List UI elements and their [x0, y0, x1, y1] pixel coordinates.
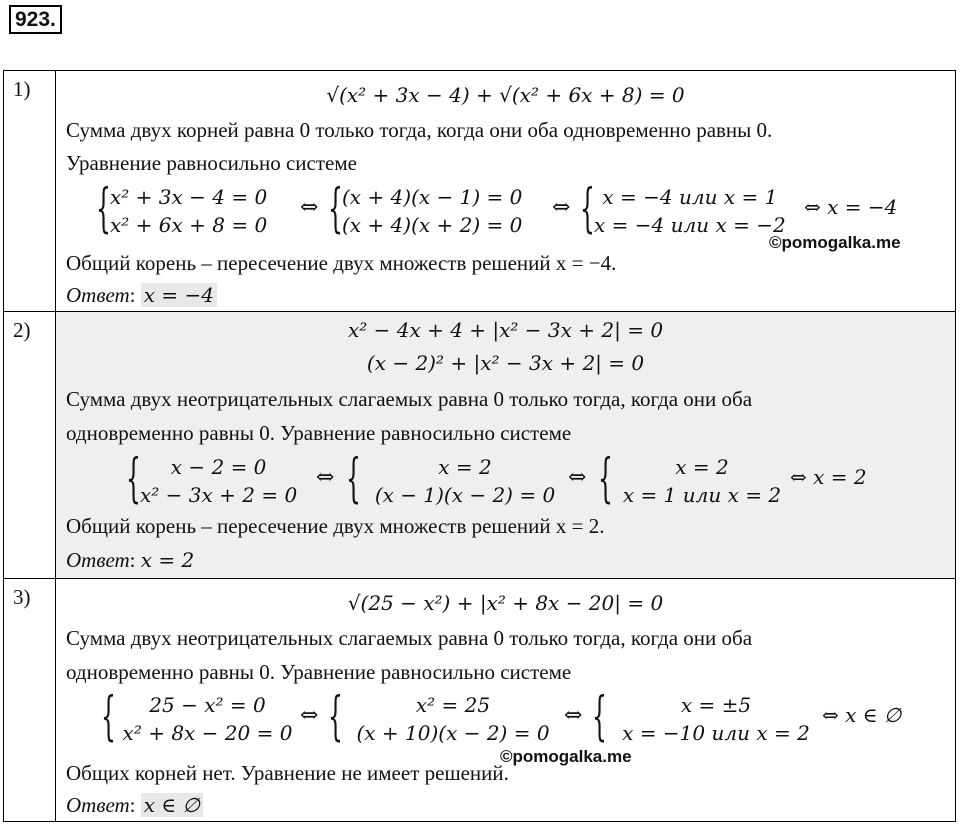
answer-line: Ответ: x ∈ ∅ [66, 791, 203, 819]
system-eq: (x + 4)(x + 2) = 0 [342, 213, 523, 237]
answer-label: Ответ [66, 283, 130, 307]
equivalence-icon: ⇔ [316, 465, 335, 490]
brace-icon: { [328, 687, 343, 747]
system-eq: x² = 25 [415, 693, 491, 717]
brace-icon: { [96, 179, 111, 239]
answer-line: Ответ: x = 2 [66, 548, 195, 572]
row-number: 2) [4, 312, 56, 578]
system-eq: x = ±5 [680, 693, 752, 717]
system-2 [346, 451, 566, 511]
result-value: x = 2 [813, 465, 867, 489]
system-chain [66, 689, 945, 749]
conclusion-text: Общих корней нет. Уравнение не имеет решений. [66, 761, 509, 785]
system-result [790, 465, 867, 489]
brace-icon: { [346, 449, 361, 509]
answer-label: Ответ [66, 548, 130, 572]
system-eq: x = −10 или x = 2 [622, 721, 810, 745]
system-result [804, 195, 897, 219]
conclusion-text: Общий корень – пересечение двух множеств решений x = 2. [66, 514, 605, 538]
system-eq: x² + 6x + 8 = 0 [110, 213, 268, 237]
system-chain [66, 181, 945, 241]
answer-line: Ответ: x = −4 [66, 281, 217, 309]
row-content [56, 312, 955, 578]
explanation-text: Сумма двух корней равна 0 только тогда, когда они оба одновременно равны 0. [66, 118, 773, 142]
equivalence-icon: ⇔ [790, 465, 814, 489]
equivalence-icon: ⇔ [804, 195, 828, 219]
row-number: 1) [4, 71, 56, 311]
row-content [56, 71, 955, 311]
solution-row-1 [3, 70, 956, 312]
system-chain [66, 451, 945, 511]
system-eq: x = −4 или x = 1 [602, 185, 778, 209]
system-3 [598, 451, 788, 511]
system-eq: x = 1 или x = 2 [622, 483, 782, 507]
system-eq: (x + 10)(x − 2) = 0 [356, 721, 550, 745]
explanation-text: одновременно равны 0. Уравнение равносильно системе [66, 660, 572, 684]
system-1 [101, 689, 296, 749]
conclusion-text: Общий корень – пересечение двух множеств решений x = −4. [66, 251, 617, 275]
system-eq: 25 − x² = 0 [149, 693, 266, 717]
explanation-text: Сумма двух неотрицательных слагаемых равна 0 только тогда, когда они оба [66, 387, 753, 411]
brace-icon: { [592, 687, 607, 747]
system-eq: x = 2 [675, 455, 729, 479]
explanation-text: одновременно равны 0. Уравнение равносильно системе [66, 421, 572, 445]
brace-icon: { [126, 449, 141, 509]
system-eq: x = 2 [438, 455, 492, 479]
row-content [56, 579, 955, 821]
watermark: ©pomogalka.me [769, 233, 901, 252]
problem-number: 923. [9, 5, 62, 34]
answer-value: x ∈ ∅ [141, 793, 203, 817]
solution-row-3 [3, 578, 956, 822]
equivalence-icon: ⇔ [568, 465, 587, 490]
system-eq: x² − 3x + 2 = 0 [140, 483, 298, 507]
equation: x² − 4x + 4 + |x² − 3x + 2| = 0 [347, 318, 664, 342]
system-2 [328, 181, 548, 241]
explanation-text: Уравнение равносильно системе [66, 151, 357, 175]
system-eq: x² + 3x − 4 = 0 [110, 185, 268, 209]
answer-value: x = −4 [141, 283, 217, 307]
watermark: ©pomogalka.me [500, 747, 632, 766]
brace-icon: { [580, 179, 595, 239]
equivalence-icon: ⇔ [300, 703, 319, 728]
system-eq: x − 2 = 0 [170, 455, 267, 479]
system-eq: (x − 1)(x − 2) = 0 [374, 483, 556, 507]
equation: √(x² + 3x − 4) + √(x² + 6x + 8) = 0 [326, 83, 685, 107]
answer-value: x = 2 [140, 548, 195, 572]
explanation-text: Сумма двух неотрицательных слагаемых равна 0 только тогда, когда они оба [66, 626, 753, 650]
solution-row-2 [3, 311, 956, 579]
brace-icon: { [598, 449, 613, 509]
equivalence-icon: ⇔ [564, 703, 583, 728]
brace-icon: { [328, 179, 343, 239]
equivalence-icon: ⇔ [552, 195, 571, 220]
system-eq: x² + 8x − 20 = 0 [122, 721, 293, 745]
brace-icon: { [101, 687, 116, 747]
system-3 [580, 181, 810, 241]
system-eq: (x + 4)(x − 1) = 0 [342, 185, 523, 209]
row-number: 3) [4, 579, 56, 821]
equivalence-icon: ⇔ [300, 195, 319, 220]
equivalence-icon: ⇔ [822, 703, 846, 727]
result-value: x = −4 [827, 195, 898, 219]
system-2 [328, 689, 560, 749]
system-1 [96, 181, 306, 241]
system-eq: x = −4 или x = −2 [594, 213, 786, 237]
system-3 [592, 689, 822, 749]
equation: √(25 − x²) + |x² + 8x − 20| = 0 [347, 591, 664, 615]
result-value: x ∈ ∅ [845, 703, 902, 727]
equation: (x − 2)² + |x² − 3x + 2| = 0 [366, 351, 645, 375]
answer-label: Ответ [66, 793, 130, 817]
system-1 [126, 451, 316, 511]
system-result [822, 703, 901, 727]
